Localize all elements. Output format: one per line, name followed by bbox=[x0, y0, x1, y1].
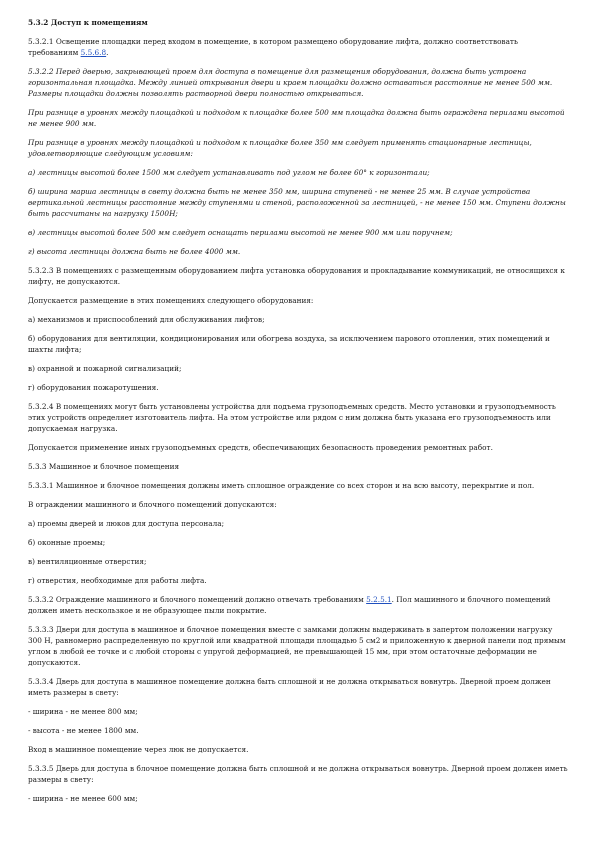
paragraph-text: В ограждении машинного и блочного помещений допускаются: bbox=[28, 500, 277, 509]
paragraph-text: 5.3.2 Доступ к помещениям bbox=[28, 18, 148, 27]
paragraph-text: б) оборудования для вентиляции, кондиционирования или обогрева воздуха, за исключением парового отопления, этих помещений и шахты лифта; bbox=[28, 334, 550, 354]
clause-link[interactable]: 5.5.6.8 bbox=[80, 48, 107, 57]
paragraph-text: Вход в машинное помещение через люк не допускается. bbox=[28, 745, 249, 754]
paragraph-text: г) высота лестницы должна быть не более 4000 мм. bbox=[28, 247, 241, 256]
paragraph-text: б) оконные проемы; bbox=[28, 538, 106, 547]
paragraph bbox=[28, 744, 568, 755]
paragraph-text: в) лестницы высотой более 500 мм следует оснащать перилами высотой не менее 900 мм или поручнем; bbox=[28, 228, 453, 237]
paragraph-text: 5.3.3 Машинное и блочное помещения bbox=[28, 462, 180, 471]
paragraph-text: б) ширина марша лестницы в свету должна быть не менее 350 мм, ширина ступеней - не менее 25 мм. В случае устройства вертикальной лестницы расстояние между ступенями и стеной, расположенной за лестницей, - не менее 150 мм. Ступени должны быть рассчитаны на нагрузку 1500Н; bbox=[28, 187, 566, 218]
paragraph bbox=[28, 401, 568, 434]
paragraph bbox=[28, 676, 568, 698]
paragraph-text: г) оборудования пожаротушения. bbox=[28, 383, 159, 392]
paragraph-text: Допускается размещение в этих помещениях следующего оборудования: bbox=[28, 296, 314, 305]
paragraph bbox=[28, 556, 568, 567]
paragraph-text: При разнице в уровнях между площадкой и подходом к площадке более 500 мм площадка должна быть ограждена перилами высотой не менее 900 мм. bbox=[28, 108, 565, 128]
paragraph bbox=[28, 624, 568, 668]
paragraph-text: 5.3.2.1 Освещение площадки перед входом в помещение, в котором размещено оборудование лифта, должно соответствовать требованиям bbox=[28, 37, 518, 57]
paragraph bbox=[28, 314, 568, 325]
paragraph bbox=[28, 167, 568, 178]
paragraph-text: - высота - не менее 1800 мм. bbox=[28, 726, 139, 735]
paragraph bbox=[28, 246, 568, 257]
paragraph bbox=[28, 706, 568, 717]
paragraph bbox=[28, 36, 568, 58]
paragraph-text: - ширина - не менее 600 мм; bbox=[28, 794, 138, 803]
paragraph-text: 5.3.3.2 Ограждение машинного и блочного помещений должно отвечать требованиям bbox=[28, 595, 367, 604]
paragraph-text: - ширина - не менее 800 мм; bbox=[28, 707, 138, 716]
paragraph bbox=[28, 499, 568, 510]
document-page bbox=[28, 17, 568, 812]
paragraph bbox=[28, 461, 568, 472]
paragraph bbox=[28, 382, 568, 393]
paragraph bbox=[28, 265, 568, 287]
paragraph-text: а) механизмов и приспособлений для обслуживания лифтов; bbox=[28, 315, 265, 324]
paragraph-text: 5.3.3.3 Двери для доступа в машинное и блочное помещения вместе с замками должны выдерживать в запертом положении нагрузку 300 Н, равномерно распределенную по круглой или квадратной площади площадью 5 см2 и приложенную к дверной панели под прямым углом в любой ее точке и с любой стороны с упругой деформацией, не превышающей 15 мм, при этом остаточные деформации не допускаются. bbox=[28, 625, 566, 667]
paragraph-text: 5.3.2.2 Перед дверью, закрывающей проем для доступа в помещение для размещения оборудования, должна быть устроена горизонтальная площадка. Между линией открывания двери и краем площадки должно оставаться расстояние не менее 500 мм. Размеры площадки должны позволять растворной двери полностью открываться. bbox=[28, 67, 553, 98]
paragraph bbox=[28, 66, 568, 99]
paragraph bbox=[28, 793, 568, 804]
paragraph-text: в) вентиляционные отверстия; bbox=[28, 557, 147, 566]
paragraph-text: 5.3.3.4 Дверь для доступа в машинное помещение должна быть сплошной и не должна открываться вовнутрь. Дверной проем должен иметь размеры в свету: bbox=[28, 677, 551, 697]
clause-link[interactable]: 5.2.5.1 bbox=[366, 595, 392, 604]
paragraph-text: в) охранной и пожарной сигнализаций; bbox=[28, 364, 182, 373]
paragraph bbox=[28, 763, 568, 785]
paragraph bbox=[28, 442, 568, 453]
paragraph bbox=[28, 333, 568, 355]
paragraph-text: а) проемы дверей и люков для доступа персонала; bbox=[28, 519, 225, 528]
paragraph-text: 5.3.3.1 Машинное и блочное помещения должны иметь сплошное ограждение со всех сторон и на всю высоту, перекрытие и пол. bbox=[28, 481, 535, 490]
paragraph bbox=[28, 725, 568, 736]
paragraph bbox=[28, 594, 568, 616]
paragraph-text: При разнице в уровнях между площадкой и подходом к площадке более 350 мм следует применять стационарные лестницы, удовлетворяющие следующим условиям: bbox=[28, 138, 532, 158]
paragraph bbox=[28, 575, 568, 586]
paragraph bbox=[28, 480, 568, 491]
paragraph-text: . bbox=[106, 48, 109, 57]
section-heading bbox=[28, 17, 568, 28]
paragraph bbox=[28, 107, 568, 129]
paragraph-text: 5.3.2.3 В помещениях с размещенным оборудованием лифта установка оборудования и прокладывание коммуникаций, не относящихся к лифту, не допускаются. bbox=[28, 266, 565, 286]
paragraph bbox=[28, 537, 568, 548]
paragraph-text: а) лестницы высотой более 1500 мм следует устанавливать под углом не более 60° к горизонтали; bbox=[28, 168, 430, 177]
paragraph bbox=[28, 137, 568, 159]
paragraph-text: . Пол машинного и блочного помещений должен иметь нескользкое и не образующее пыли покрытие. bbox=[28, 595, 551, 615]
paragraph-text: 5.3.2.4 В помещениях могут быть установлены устройства для подъема грузоподъемных средств. Место установки и грузоподъемность этих устройств определяет изготовитель лифта. На этом устройстве или рядом с ним должна быть указана его грузоподъемность или допускаемая нагрузка. bbox=[28, 402, 556, 433]
paragraph bbox=[28, 518, 568, 529]
paragraph-text: 5.3.3.5 Дверь для доступа в блочное помещение должна быть сплошной и не должна открываться вовнутрь. Дверной проем должен иметь размеры в свету: bbox=[28, 764, 568, 784]
paragraph bbox=[28, 295, 568, 306]
paragraph bbox=[28, 227, 568, 238]
paragraph bbox=[28, 186, 568, 219]
paragraph bbox=[28, 363, 568, 374]
paragraph-text: г) отверстия, необходимые для работы лифта. bbox=[28, 576, 207, 585]
paragraph-text: Допускается применение иных грузоподъемных средств, обеспечивающих безопасность проведения ремонтных работ. bbox=[28, 443, 493, 452]
